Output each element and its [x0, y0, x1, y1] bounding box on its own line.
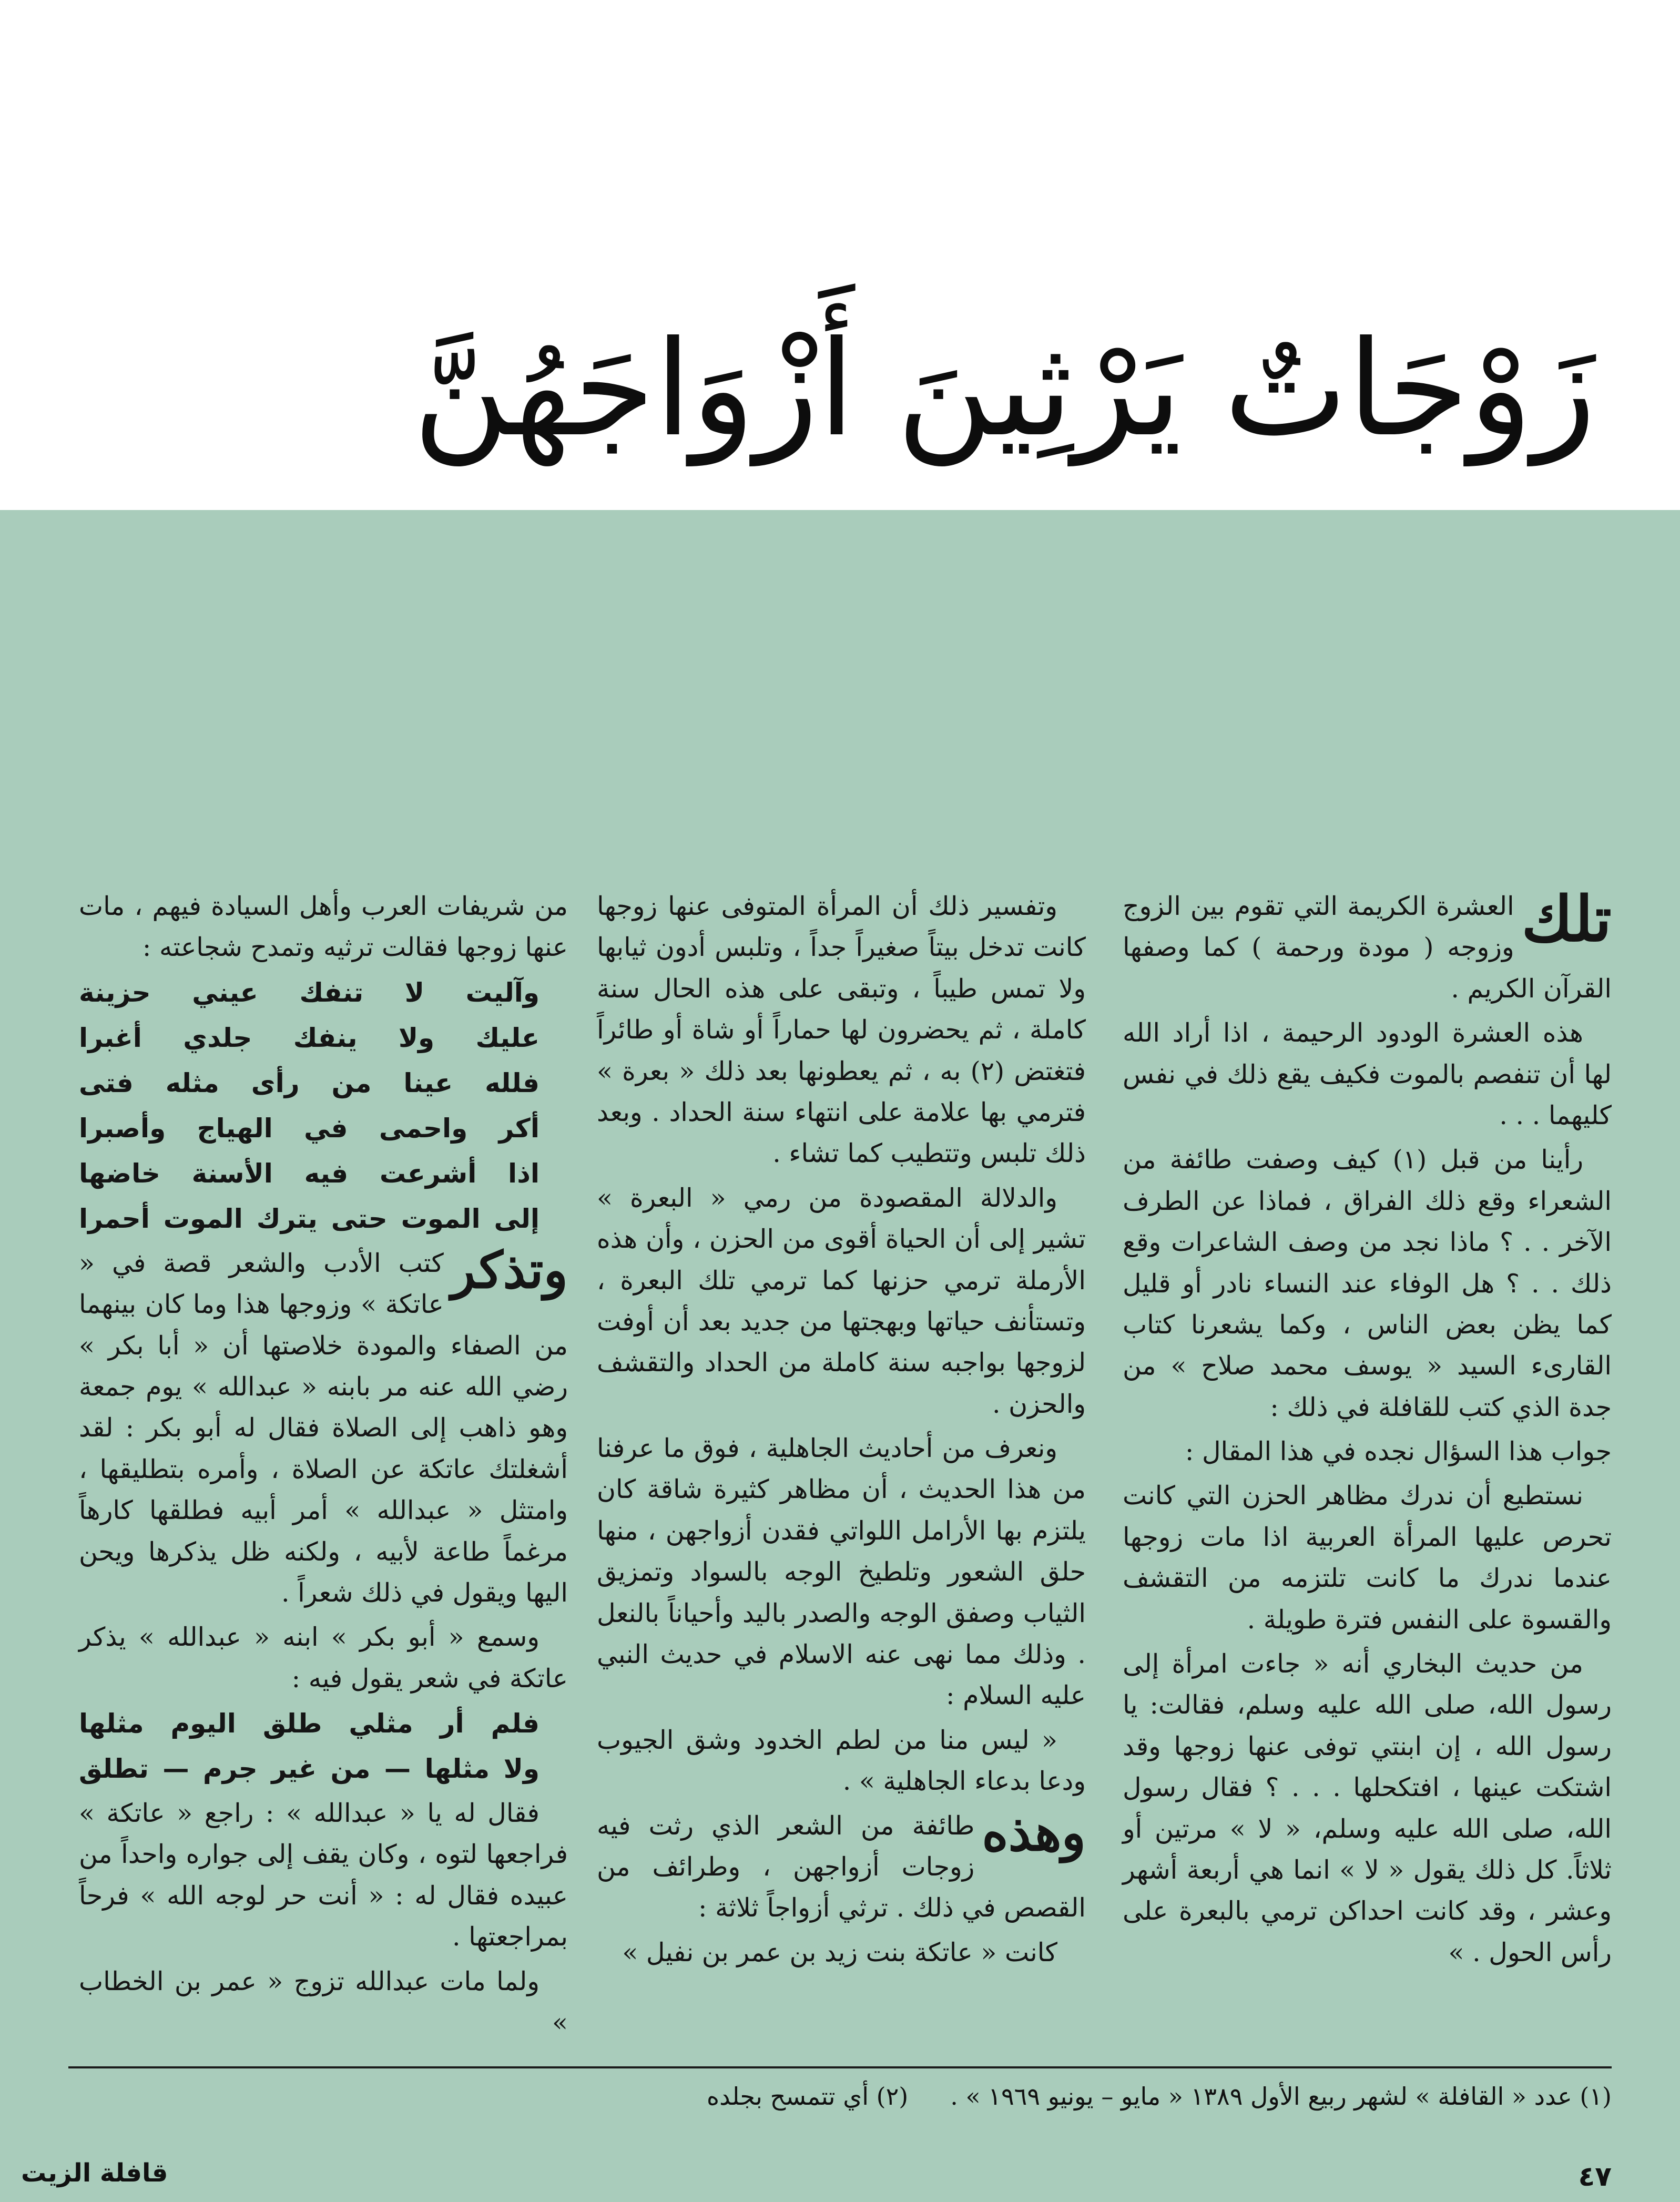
poem-verses-1 [79, 972, 568, 1240]
paragraph: ولما مات عبدالله تزوج « عمر بن الخطاب » [79, 1966, 568, 2038]
quote-paragraph: « ليس منا من لطم الخدود وشق الجيوب ودعا بدعاء الجاهلية » . [597, 1725, 1086, 1797]
paragraph: وتفسير ذلك أن المرأة المتوفى عنها زوجها كانت تدخل بيتاً صغيراً جداً ، وتلبس أدون ثيابها ولا تمس طيباً ، وتبقى على هذه الحال سنة كاملة ، ثم يحضرون لها حماراً أو شاة أو طائراً فتغتض (٢) به ، ثم يعطونها بعد ذلك « بعرة » فترمي بها علامة على انتهاء سنة الحداد . وبعد ذلك تلبس وتتطيب كما تشاء . [597, 891, 1086, 1169]
poem-verses-2 [79, 1703, 568, 1790]
verse-line: إلى الموت حتى يترك الموت أحمرا [79, 1203, 539, 1234]
paragraph: فقال له يا « عبدالله » : راجع « عاتكة » فراجعها لتوه ، وكان يقف إلى جواره واحداً من عبيده فقال له : « أنت حر لوجه الله » فرحاً بمراجعتها . [79, 1798, 568, 1952]
verse-line: فلم أر مثلي طلق اليوم مثلها [79, 1708, 539, 1739]
paragraph: من شريفات العرب وأهل السيادة فيهم ، مات عنها زوجها فقالت ترثيه وتمدح شجاعته : [79, 891, 568, 963]
paragraph: والدلالة المقصودة من رمي « البعرة » تشير إلى أن الحياة أقوى من الحزن ، وأن هذه الأرملة ترمي حزنها كما ترمي تلك البعرة ، وتستأنف حياتها وبهجتها من جديد بعد أن أوفت لزوجها بواجبه سنة كاملة من الحداد والتقشف والحزن . [597, 1182, 1086, 1419]
paragraph: العشرة الكريمة التي تقوم بين الزوج وزوجه ( مودة ورحمة ) كما وصفها القرآن الكريم . [1123, 891, 1612, 1004]
column-3 [79, 886, 568, 2046]
paragraph: ونعرف من أحاديث الجاهلية ، فوق ما عرفنا من هذا الحديث ، أن مظاهر كثيرة شاقة كان يلتزم بها الأرامل اللواتي فقدن أزواجهن ، منها حلق الشعور وتلطيخ الوجه بالسواد وتمزيق الثياب وصفق الوجه والصدر باليد وأحياناً بالنعل . وذلك مما نهى عنه الاسلام في حديث النبي عليه السلام : [597, 1433, 1086, 1711]
paragraph: كانت « عاتكة بنت زيد بن عمر بن نفيل » [622, 1937, 1057, 1967]
dropcap-word: وهذه [982, 1802, 1086, 1862]
footnote-2: (٢) أي تتمسح بجلده [706, 2082, 909, 2111]
paragraph: كتب الأدب والشعر قصة في « عاتكة » وزوجها هذا وما كان بينهما من الصفاء والمودة خلاصتها أن « أبا بكر » رضي الله عنه مر بابنه « عبدالله » يوم جمعة وهو ذاهب إلى الصلاة فقال له أبو بكر : لقد أشغلتك عاتكة عن الصلاة ، وأمره بتطليقها ، وامتثل « عبدالله » أمر أبيه فطلقها كارهاً مرغماً طاعة لأبيه ، ولكنه ظل يذكرها ويحن اليها ويقول في ذلك شعراً . [79, 1248, 568, 1608]
verse-line: ولا مثلها — من غير جرم — تطلق [79, 1754, 539, 1785]
column-2 [597, 886, 1086, 1976]
dropcap-word: وتذكر [451, 1240, 568, 1300]
verse-line: وآليت لا تنفك عيني حزينة [79, 977, 539, 1008]
title-area [413, 294, 1596, 484]
footnotes [68, 2082, 1612, 2111]
magazine-name: قافلة الزيت [21, 2158, 168, 2188]
verse-line: فلله عينا من رأى مثله فتى [79, 1067, 539, 1098]
column-1 [1123, 882, 1612, 1976]
footnote-1: (١) عدد « القافلة » لشهر ربيع الأول ١٣٨٩ « مايو – يونيو ١٩٦٩ » . [950, 2082, 1612, 2111]
verse-line: عليك ولا ينفك جلدي أغبرا [79, 1022, 539, 1053]
verse-line: اذا أشرعت فيه الأسنة خاضها [79, 1158, 539, 1189]
paragraph: من حديث البخاري أنه « جاءت امرأة إلى رسول الله، صلى الله عليه وسلم، فقالت: يا رسول الله ، إن ابنتي توفى عنها زوجها وقد اشتكت عينها ، افتكحلها . . . ؟ فقال رسول الله، صلى الله عليه وسلم، « لا » مرتين أو ثلاثاً. كل ذلك يقول « لا » انما هي أربعة أشهر وعشر ، وقد كانت احداكن ترمي بالبعرة على رأس الحول . » [1123, 1649, 1612, 1967]
page-number: ٤٧ [1578, 2161, 1612, 2193]
paragraph: جواب هذا السؤال نجده في هذا المقال : [1185, 1436, 1612, 1467]
paragraph: طائفة من الشعر الذي رثت فيه زوجات أزواجهن ، وطرائف من القصص في ذلك . ترثي أزواجاً ثلاثة : [597, 1810, 1086, 1923]
paragraph: رأينا من قبل (١) كيف وصفت طائفة من الشعراء وقع ذلك الفراق ، فماذا عن الطرف الآخر . . ؟ ماذا نجد من وصف الشاعرات وقع ذلك . . ؟ هل الوفاء عند النساء نادر أو قليل كما يظن بعض الناس ، وكما يشعرنا كتاب القارىء السيد « يوسف محمد صلاح » من جدة الذي كتب للقافلة في ذلك : [1123, 1145, 1612, 1422]
paragraph: وسمع « أبو بكر » ابنه « عبدالله » يذكر عاتكة في شعر يقول فيه : [79, 1622, 568, 1694]
footnote-divider [68, 2066, 1612, 2068]
dropcap-word: تلك [1521, 882, 1612, 955]
paragraph: هذه العشرة الودود الرحيمة ، اذا أراد الله لها أن تنفصم بالموت فكيف يقع ذلك في نفس كليهما . . . [1123, 1018, 1612, 1130]
paragraph: نستطيع أن ندرك مظاهر الحزن التي كانت تحرص عليها المرأة العربية اذا مات زوجها عندما ندرك ما كانت تلتزمه من التقشف والقسوة على النفس فترة طويلة . [1123, 1481, 1612, 1635]
verse-line: أكر واحمى في الهياج وأصبرا [79, 1113, 539, 1144]
article-title: زَوْجَاتٌ يَرْثِينَ أَزْوَاجَهُنَّ [413, 312, 1596, 465]
